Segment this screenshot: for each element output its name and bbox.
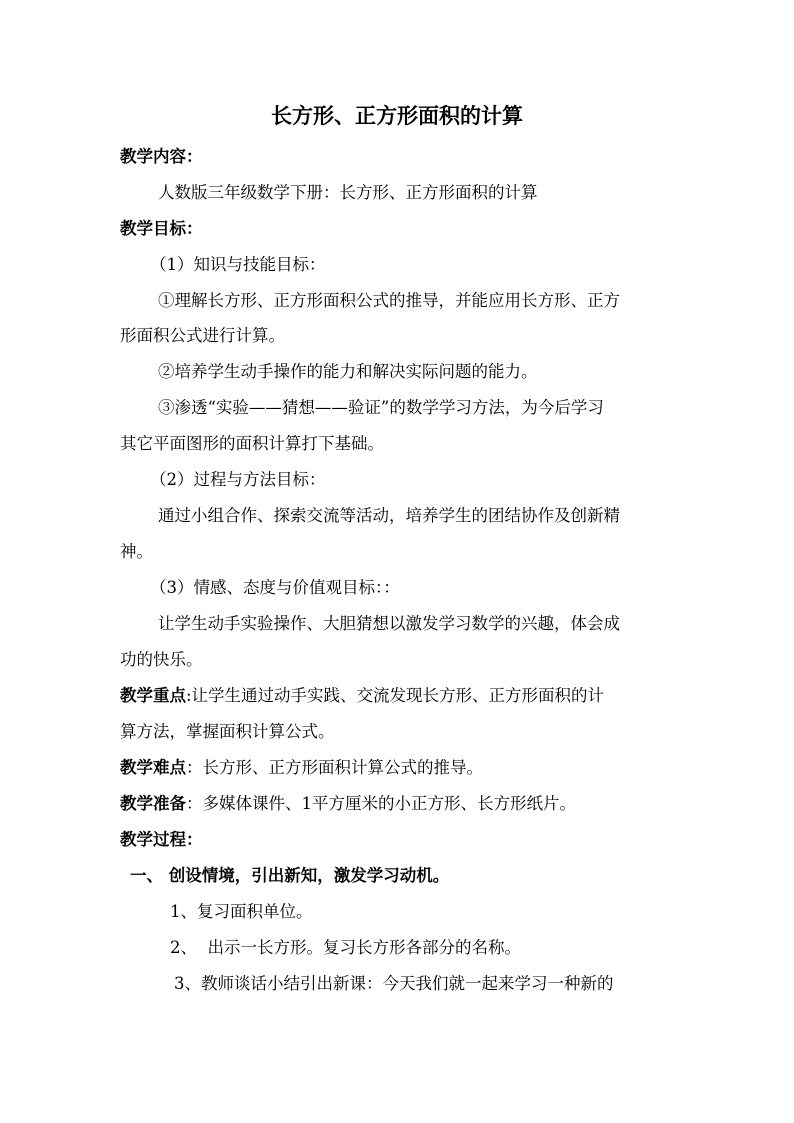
key-points-label: 教学重点 (120, 686, 186, 705)
preparation-label: 教学准备 (120, 794, 186, 813)
key-points-text: :让学生通过动手实践、交流发现长方形、正方形面积的计 (186, 686, 605, 705)
difficulty-text: ：长方形、正方形面积计算公式的推导。 (186, 758, 483, 777)
key-points-line2: 算方法，掌握面积计算公式。 (120, 722, 335, 741)
process-step3: 3、教师谈话小结引出新课：今天我们就一起来学习一种新的 (174, 974, 614, 993)
goal1-item1-line1: ①理解长方形、正方形面积公式的推导，并能应用长方形、正方 (158, 291, 620, 310)
goal2-line2: 神。 (120, 542, 153, 561)
goal1-item3-line2: 其它平面图形的面积计算打下基础。 (120, 434, 384, 453)
goal1-item1-line2: 形面积公式进行计算。 (120, 326, 285, 345)
goal3-line1: 让学生动手实验操作、大胆猜想以激发学习数学的兴趣，体会成 (158, 614, 620, 633)
process-step1: 1、复习面积单位。 (170, 902, 313, 921)
goal2-heading: （2）过程与方法目标： (150, 470, 326, 489)
difficulty-line (120, 758, 483, 778)
goal3-line2: 功的快乐。 (120, 650, 203, 669)
goal2-line1: 通过小组合作、探索交流等活动，培养学生的团结协作及创新精 (158, 506, 620, 525)
page-title: 长方形、正方形面积的计算 (271, 103, 523, 128)
goal1-item2: ②培养学生动手操作的能力和解决实际问题的能力。 (158, 362, 538, 381)
key-points-line1 (120, 686, 604, 706)
goal1-heading: （1）知识与技能目标： (150, 255, 326, 274)
goal1-item3-line1: ③渗透“实验——猜想——验证”的数学学习方法，为今后学习 (158, 398, 604, 417)
preparation-text: ：多媒体课件、1平方厘米的小正方形、长方形纸片。 (186, 794, 576, 813)
process-section1: 一、 创设情境，引出新知，激发学习动机。 (130, 866, 450, 885)
preparation-line (120, 794, 576, 814)
process-step2: 2、 出示一长方形。复习长方形各部分的名称。 (170, 938, 521, 957)
content-text: 人数版三年级数学下册：长方形、正方形面积的计算 (158, 183, 538, 202)
goals-heading: 教学目标： (120, 219, 203, 238)
process-heading: 教学过程： (120, 830, 203, 849)
difficulty-label: 教学难点 (120, 758, 186, 777)
content-heading: 教学内容： (120, 147, 203, 166)
goal3-heading: （3）情感、态度与价值观目标：： (150, 578, 400, 597)
